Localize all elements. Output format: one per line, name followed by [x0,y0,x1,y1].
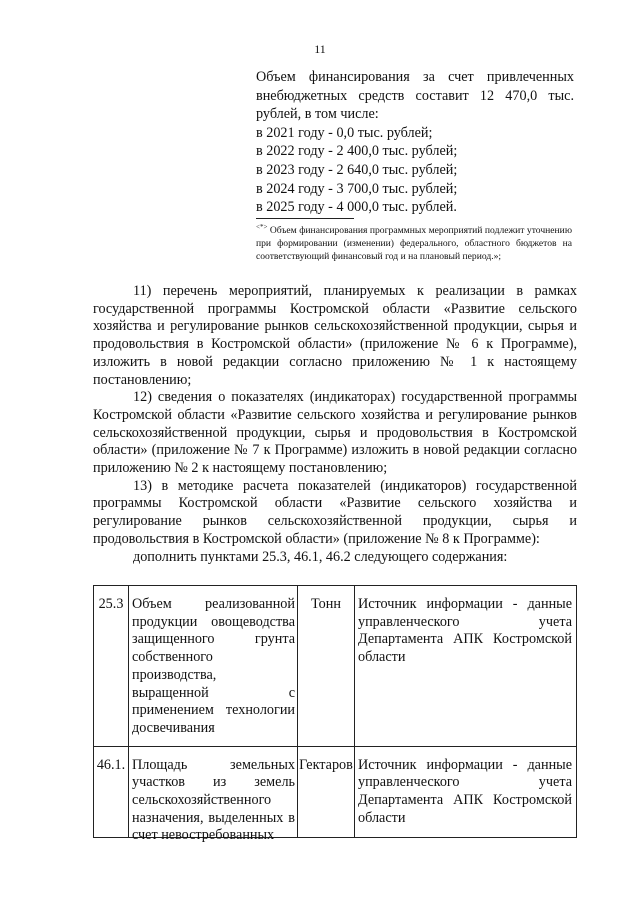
data-source [355,586,577,747]
indicator-name [129,746,298,844]
indicator-name-text: Объем реализованной продукции овощеводства защищенного грунта собственного производства, выращенной с применением технологии досвечивания [132,596,295,736]
funding-year-2022: в 2022 году - 2 400,0 тыс. рублей; [256,143,458,160]
funding-intro: Объем финансирования за счет привлеченных внебюджетных средств составит 12 470,0 тыс. рублей, в том числе: [256,69,574,123]
row-number: 46.1. [94,746,129,837]
funding-year-2023: в 2023 году - 2 640,0 тыс. рублей; [256,161,458,178]
paragraph-13: 13) в методике расчета показателей (индикаторов) государственной программы Костромской области «Развитие сельского хозяйства и регулирование рынков сельскохозяйственной продукции, сырья и продовольствия в Костромской области» (приложение № 8 к Программе): [93,477,577,547]
data-source-text: Источник информации - данные управленческого учета Департамента АПК Костромской области [358,596,572,666]
unit-of-measure: Тонн [298,586,355,747]
funding-year-2025: в 2025 году - 4 000,0 тыс. рублей. [256,199,457,216]
data-source [355,746,577,837]
table-row [94,746,577,837]
footnote-marker: <*> [256,223,268,231]
row-number: 25.3 [94,586,129,747]
funding-year-2024: в 2024 году - 3 700,0 тыс. рублей; [256,180,458,197]
table-row [94,586,577,747]
indicator-name [129,586,298,747]
indicator-name-text: Площадь земельных участков из земель сельскохозяйственного назначения, выделенных в счет невостребованных [132,756,295,844]
paragraph-12: 12) сведения о показателях (индикаторах) государственной программы Костромской области «Развитие сельского хозяйства и регулирование рынков сельскохозяйственной продукции, сырья и продовольствия в Костромской области» (приложение № 7 к Программе) изложить в новой редакции согласно приложению № 2 к настоящему постановлению; [93,389,577,477]
funding-block [256,68,574,217]
footnote-text: Объем финансирования программных мероприятий подлежит уточнению при формировании (изменении) федерального, областного бюджетов на соответствующий финансовый год и на плановый период.»; [256,225,572,263]
data-source-text: Источник информации - данные управленческого учета Департамента АПК Костромской области [358,756,572,826]
paragraph-add-items: дополнить пунктами 25.3, 46.1, 46.2 следующего содержания: [133,548,508,565]
paragraph-11: 11) перечень мероприятий, планируемых к реализации в рамках государственной программы Костромской области «Развитие сельского хозяйства и регулирование рынков сельскохозяйственной продукции, сырья и продовольствия в Костромской области» (приложение № 6 к Программе), изложить в новой редакции согласно приложению № 1 к настоящему постановлению; [93,283,577,388]
unit-of-measure: Гектаров [298,746,355,837]
page-number: 11 [314,42,326,56]
footnote-divider [256,218,354,219]
amendment-text [93,283,577,566]
funding-year-2021: в 2021 году - 0,0 тыс. рублей; [256,124,433,141]
indicator-table [93,585,577,844]
footnote [256,221,572,263]
